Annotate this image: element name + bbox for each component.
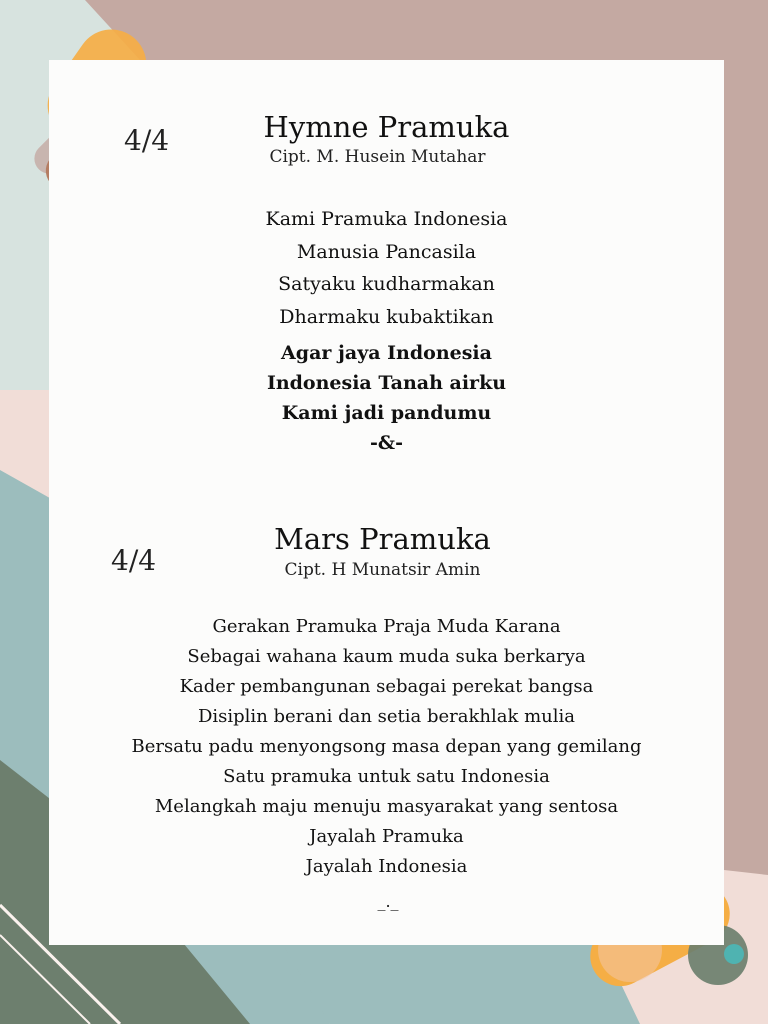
- hymne-time-signature: 4/4: [124, 124, 170, 157]
- mars-title: Mars Pramuka: [274, 522, 491, 556]
- lyric-line: Sebagai wahana kaum muda suka berkarya: [187, 646, 586, 667]
- hymne-chorus: [49, 338, 724, 458]
- lyric-line: Satu pramuka untuk satu Indonesia: [223, 766, 550, 787]
- lyric-line-bold: Indonesia Tanah airku: [266, 372, 507, 394]
- lyric-line: Dharmaku kubaktikan: [279, 305, 494, 328]
- lyric-line: Kader pembangunan sebagai perekat bangsa: [179, 676, 594, 697]
- mars-verse: [49, 612, 724, 882]
- lyric-line: Disiplin berani dan setia berakhlak mulia: [197, 706, 576, 727]
- lyric-line: Melangkah maju menuju masyarakat yang sentosa: [154, 796, 619, 817]
- lyric-line-bold: Kami jadi pandumu: [281, 402, 492, 424]
- mars-time-signature: 4/4: [111, 544, 157, 577]
- lyric-line: Bersatu padu menyongsong masa depan yang gemilang: [131, 736, 642, 757]
- lyric-line: Gerakan Pramuka Praja Muda Karana: [212, 616, 561, 637]
- lyric-line: Manusia Pancasila: [296, 240, 477, 263]
- lyric-line: Kami Pramuka Indonesia: [265, 208, 508, 230]
- lyric-line: Jayalah Indonesia: [305, 856, 468, 877]
- lyrics-card: [49, 60, 724, 945]
- lyric-line-bold: Agar jaya Indonesia: [281, 342, 492, 364]
- mars-end-mark: _._: [377, 892, 399, 911]
- mars-credit: Cipt. H Munatsir Amin: [284, 560, 481, 580]
- lyric-line: Jayalah Pramuka: [309, 826, 464, 847]
- section-end-mark: -&-: [370, 432, 403, 454]
- lyric-line: Satyaku kudharmakan: [278, 273, 495, 295]
- hymne-verse: [49, 203, 724, 333]
- hymne-title: Hymne Pramuka: [263, 110, 510, 144]
- hymne-credit: Cipt. M. Husein Mutahar: [269, 147, 486, 167]
